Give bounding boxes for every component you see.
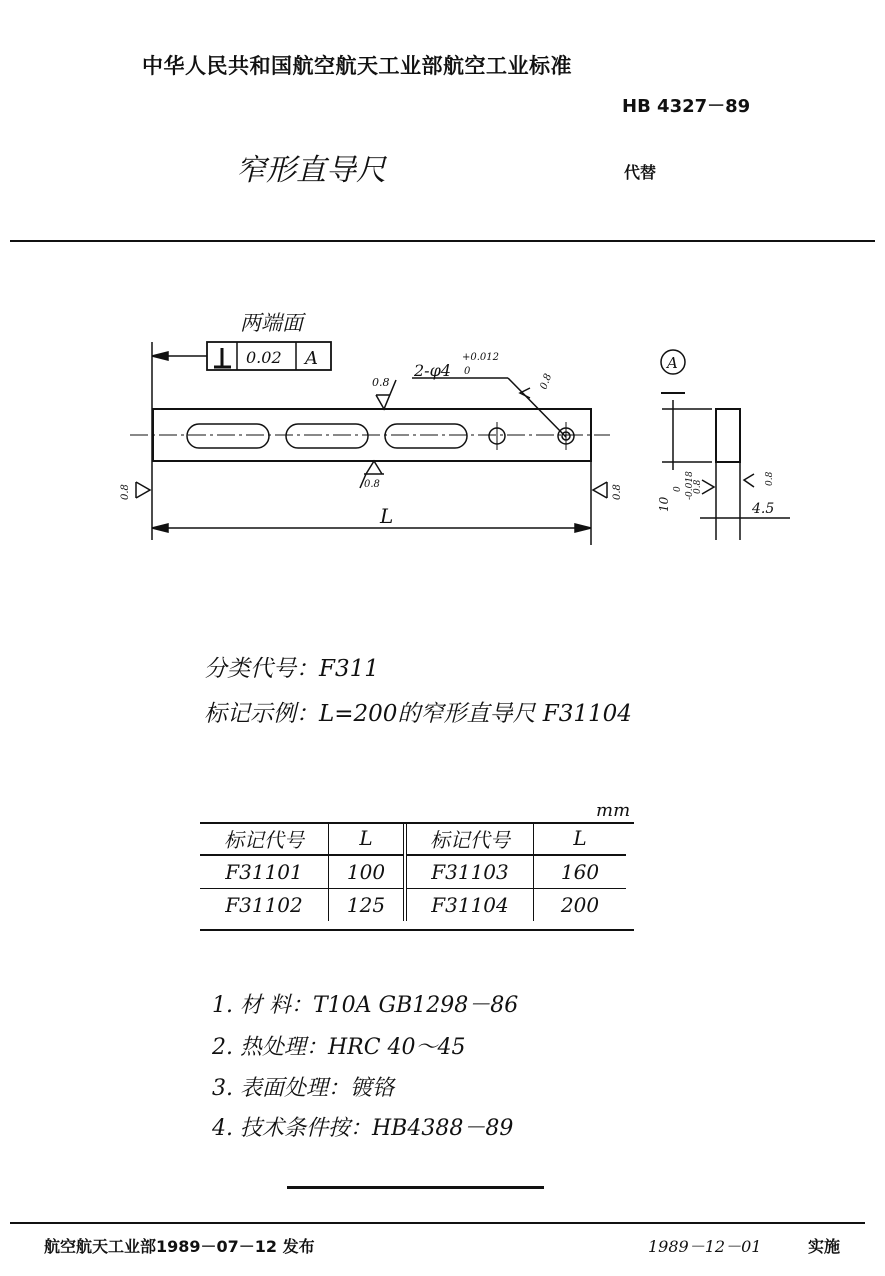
svg-text:0.8: 0.8 (612, 484, 623, 500)
table-cell: 125 (329, 889, 406, 922)
section-label: A (667, 354, 678, 372)
roughness-left (120, 482, 150, 500)
effective-date: 1989－12－01 (648, 1237, 762, 1256)
note-material: 1. 材 料：T10A GB1298－86 (212, 993, 519, 1018)
note-surface-treatment: 3. 表面处理：镀铬 (212, 1076, 394, 1101)
table-row (200, 855, 626, 889)
table-cell: 200 (560, 893, 600, 917)
roughness-section-left (693, 479, 714, 494)
header-rule (10, 240, 875, 242)
end-rule (287, 1186, 544, 1189)
effective-label: 实施 (808, 1237, 841, 1256)
hole-tolerance-lower: 0 (464, 366, 471, 377)
standard-code: HB 4327－89 (622, 96, 751, 117)
roughness-top (372, 376, 396, 409)
table-cell: F31101 (200, 855, 329, 889)
classification-code: 分类代号：F311 (204, 656, 379, 682)
svg-text:-0.018: -0.018 (685, 471, 695, 500)
table-unit: mm (596, 800, 631, 821)
svg-text:0.8: 0.8 (364, 479, 380, 490)
slot (286, 424, 368, 448)
length-dimension: L (380, 504, 394, 528)
dimension-table (200, 822, 626, 921)
roughness-right (593, 482, 623, 500)
marking-example: 标记示例：L=200的窄形直导尺 F31104 (204, 701, 632, 727)
perpendicularity-frame (207, 342, 331, 370)
svg-text:0.8: 0.8 (765, 471, 775, 486)
width-dimension: 10 (657, 496, 671, 512)
end-faces-label: 两端面 (240, 311, 303, 335)
roughness-bottom (360, 461, 384, 490)
datum-letter: A (305, 348, 318, 369)
svg-text:0: 0 (673, 486, 683, 492)
table-cell: 100 (329, 855, 406, 889)
hole-spec: 2-φ4 (414, 361, 451, 380)
svg-text:0.8: 0.8 (538, 372, 555, 392)
hole-tolerance-upper: +0.012 (462, 352, 500, 363)
svg-text:0.8: 0.8 (693, 479, 703, 494)
replaces-label: 代替 (624, 163, 657, 182)
table-bottom-rule (200, 929, 634, 931)
slot (385, 424, 467, 448)
thickness-dimension: 4.5 (752, 501, 775, 517)
table-header: 标记代号 (200, 822, 329, 855)
footer-rule (10, 1222, 865, 1224)
table-header-row (200, 822, 626, 855)
table-row (200, 889, 626, 922)
table-header: 标记代号 (405, 822, 534, 855)
table-cell: F31104 (405, 889, 534, 922)
section-body (716, 409, 740, 462)
organization-title: 中华人民共和国航空航天工业部航空工业标准 (142, 54, 572, 78)
technical-drawing (0, 280, 885, 570)
tolerance-value: 0.02 (246, 348, 282, 367)
svg-text:0.8: 0.8 (372, 376, 390, 389)
roughness-hole (520, 372, 554, 398)
table-cell: F31103 (405, 855, 534, 889)
table-header: L (329, 822, 406, 855)
table-header: L (534, 822, 627, 855)
table-cell: 160 (534, 855, 627, 889)
document-title: 窄形直导尺 (236, 153, 386, 188)
table-cell: F31102 (200, 889, 329, 922)
note-technical-conditions: 4. 技术条件按：HB4388－89 (212, 1116, 514, 1141)
roughness-section-right (744, 471, 775, 487)
note-heat-treatment: 2. 热处理：HRC 40～45 (212, 1035, 466, 1060)
svg-text:0.8: 0.8 (120, 484, 131, 500)
slot (187, 424, 269, 448)
issue-info: 航空航天工业部1989－07－12 发布 (44, 1237, 315, 1256)
